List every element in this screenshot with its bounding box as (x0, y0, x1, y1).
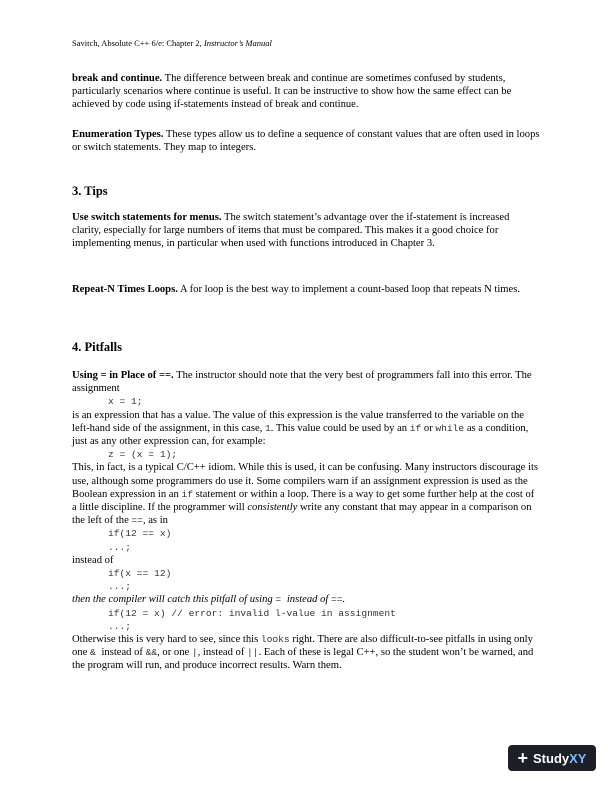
paragraph-title: Using = in Place of ==. (72, 370, 174, 381)
page-header (72, 38, 272, 48)
code-line: if(x == 12) (108, 568, 172, 580)
badge-label (533, 751, 586, 766)
text-run: . (342, 594, 346, 606)
text-run: This, in fact, is a typical C/C++ idiom. While this is used, it can be confusing. Many instructors discourage its use, although some programmers do use it. Some compilers warn if an assignment expression is used as the Boolean expression in an (72, 462, 539, 500)
text-run: as a condition, just as any other expression can, for example: (72, 422, 529, 448)
text-run: . This value could be used by an (270, 422, 410, 434)
paragraph-title: Enumeration Types. (72, 129, 164, 140)
code-line: if(12 == x) (108, 528, 172, 540)
code-inline: while (435, 422, 465, 434)
code-line: if(12 = x) // error: invalid l-value in assignment (108, 607, 396, 619)
paragraph-break-continue (72, 72, 540, 112)
text-run: , or one (157, 647, 192, 659)
paragraph-enumeration (72, 128, 540, 154)
code-inline: || (247, 647, 259, 659)
paragraph-switch (72, 211, 540, 251)
text-run: right. There are also difficult-to-see pitfalls in using only one (72, 634, 533, 659)
code-line: ...; (108, 581, 132, 593)
paragraph-title: Repeat-N Times Loops. (72, 284, 178, 295)
paragraph-then (72, 593, 540, 606)
studyxy-badge[interactable] (508, 745, 596, 771)
badge-brand: Study (533, 750, 570, 766)
text-run: write any constant that may appear in a comparison on the left of the (72, 502, 532, 527)
text-run: is an expression that has a value. The value of this expression is the value transferred to the variable on the left-hand side of the assignment, in this case, (72, 409, 524, 434)
paragraph-text: The difference between break and continue are sometimes confused by students, particularly scenarios where continue is useful. It can be instructive to show how the same effect can be achieved by code using if-statements instead of break and continue. (72, 73, 512, 111)
text-run: , instead of (197, 647, 248, 659)
code-inline: == (131, 515, 143, 527)
paragraph-idiom (72, 461, 540, 527)
code-inline: if (409, 422, 422, 434)
code-line: z = (x = 1); (108, 449, 178, 461)
paragraph-text: These types allow us to define a sequence of constant values that are often used in loops or switch statements. They map to integers. (72, 129, 540, 154)
text-run: . Each of these is legal C++, so the student won’t be warned, and the program will run, and produce incorrect results. Warn them. (72, 647, 534, 672)
badge-accent: XY (569, 750, 587, 766)
text-run: or (421, 422, 436, 434)
code-inline: 1 (265, 422, 271, 434)
code-inline: = (275, 594, 287, 606)
text-run: , as in (142, 515, 168, 527)
paragraph-using (72, 369, 540, 395)
code-inline: & (89, 647, 102, 659)
code-inline: == (330, 594, 343, 606)
header-text: Savitch, Absolute C++ 6/e: Chapter 2, (72, 38, 204, 48)
emphasis: consistently (247, 502, 298, 514)
section-heading-tips: 3. Tips (72, 184, 108, 198)
plus-icon: + (517, 748, 529, 768)
paragraph-text: A for loop is the best way to implement a count-based loop that repeats N times. (177, 284, 521, 295)
header-italic: Instructor’s Manual (203, 38, 272, 48)
paragraph-expression (72, 409, 540, 449)
paragraph-repeat (72, 283, 540, 296)
paragraph-otherwise (72, 633, 540, 673)
code-line: ...; (108, 541, 132, 553)
code-line: ...; (108, 620, 132, 632)
code-inline: if (181, 488, 193, 500)
instead-of-text: instead of (72, 554, 114, 566)
text-run: instead of (286, 594, 331, 606)
paragraph-title: Use switch statements for menus. (72, 212, 222, 223)
section-heading-pitfalls: 4. Pitfalls (72, 340, 122, 354)
text-run: instead of (101, 647, 146, 659)
pitfalls-content (72, 369, 540, 673)
code-inline: looks (260, 634, 290, 646)
text-run: statement or within a loop. There is a way to get some further help at the cost of a little discipline. If the programmer will (72, 488, 535, 514)
text-run: then the compiler will catch this pitfall of using (72, 594, 276, 606)
paragraph-text: The instructor should note that the very best of programmers fall into this error. The assignment (72, 370, 532, 395)
text-run: Otherwise this is very hard to see, since this (72, 634, 261, 646)
code-inline: && (145, 647, 158, 659)
code-line: x = 1; (108, 396, 143, 408)
paragraph-title: break and continue. (72, 73, 163, 84)
paragraph-text: The switch statement’s advantage over the if-statement is increased clarity, especially for large numbers of items that must be compared. This makes it a good choice for implementing menus, in particular when used with functions introduced in Chapter 3. (72, 212, 510, 250)
code-inline: | (191, 647, 198, 659)
